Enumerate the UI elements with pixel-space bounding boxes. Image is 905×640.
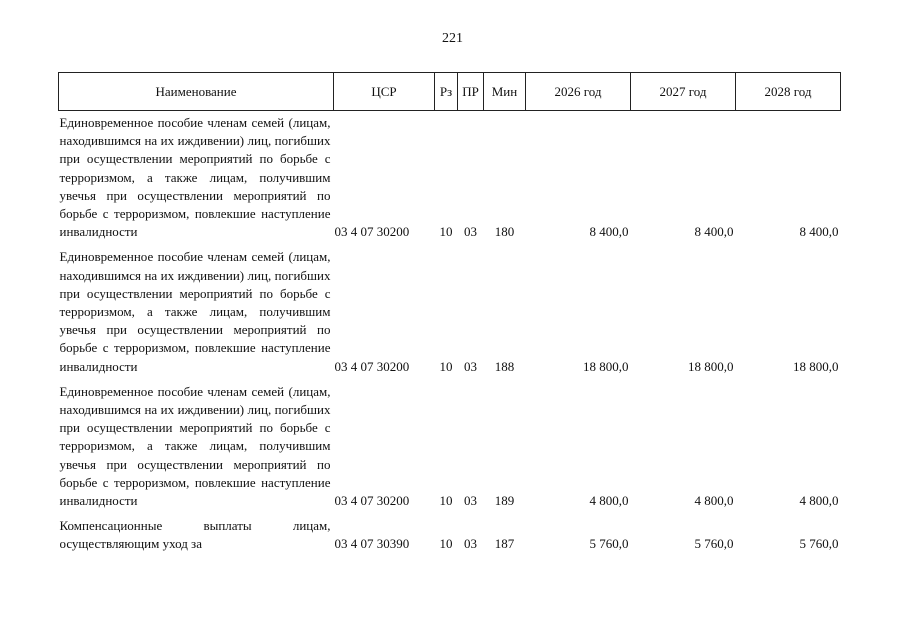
table-row (59, 111, 841, 242)
cell-pr: 03 (464, 358, 477, 374)
cell-2028: 8 400,0 (799, 224, 839, 240)
cell-csr: 03 4 07 30200 (334, 358, 410, 374)
cell-name: Единовременное пособие членам семей (лицам, находившимся на их иждивении) лиц, погибших при осуществлении мероприятий по борьбе с терроризмом, а также лицам, получившим увечья при осуществлении мероприятий по борьбе с терроризмом, повлекшие наступление инвалидности (59, 383, 331, 509)
cell-rz: 10 (439, 358, 453, 374)
header-rz: Рз (435, 73, 458, 111)
cell-min: 189 (494, 493, 515, 509)
cell-2027: 18 800,0 (688, 358, 734, 374)
table-row (59, 241, 841, 375)
cell-csr: 03 4 07 30200 (334, 493, 410, 509)
cell-min: 188 (494, 358, 515, 374)
header-2027: 2027 год (631, 73, 736, 111)
cell-rz: 10 (439, 493, 453, 509)
cell-name: Единовременное пособие членам семей (лицам, находившимся на их иждивении) лиц, погибших при осуществлении мероприятий по борьбе с терроризмом, а также лицам, получившим увечья при осуществлении мероприятий по борьбе с терроризмом, повлекшие наступление инвалидности (59, 115, 331, 240)
header-2028: 2028 год (736, 73, 841, 111)
cell-2026: 18 800,0 (583, 358, 629, 374)
cell-2028: 5 760,0 (799, 536, 839, 552)
header-2026: 2026 год (526, 73, 631, 111)
cell-2026: 4 800,0 (589, 493, 629, 509)
header-min: Мин (484, 73, 526, 111)
cell-name: Компенсационные выплаты лицам, осуществляющим уход за (59, 518, 331, 552)
cell-pr: 03 (464, 224, 477, 240)
header-csr: ЦСР (334, 73, 435, 111)
cell-rz: 10 (439, 536, 453, 552)
cell-2027: 8 400,0 (694, 224, 734, 240)
table-row (59, 510, 841, 553)
cell-2027: 4 800,0 (694, 493, 734, 509)
header-pr: ПР (458, 73, 484, 111)
cell-min: 187 (494, 536, 515, 552)
cell-2026: 5 760,0 (589, 536, 629, 552)
cell-2026: 8 400,0 (589, 224, 629, 240)
header-name: Наименование (59, 73, 334, 111)
cell-2027: 5 760,0 (694, 536, 734, 552)
cell-name: Единовременное пособие членам семей (лицам, находившимся на их иждивении) лиц, погибших при осуществлении мероприятий по борьбе с терроризмом, а также лицам, получившим увечья при осуществлении мероприятий по борьбе с терроризмом, повлекшие наступление инвалидности (59, 249, 331, 374)
cell-2028: 4 800,0 (799, 493, 839, 509)
cell-min: 180 (494, 224, 515, 240)
cell-csr: 03 4 07 30200 (334, 224, 410, 240)
table-header-row (59, 73, 841, 111)
page-number: 221 (442, 31, 463, 46)
budget-table (58, 72, 841, 554)
table-row (59, 376, 841, 510)
cell-rz: 10 (439, 224, 453, 240)
cell-pr: 03 (464, 493, 477, 509)
cell-csr: 03 4 07 30390 (334, 536, 410, 552)
cell-2028: 18 800,0 (793, 358, 839, 374)
cell-pr: 03 (464, 536, 477, 552)
